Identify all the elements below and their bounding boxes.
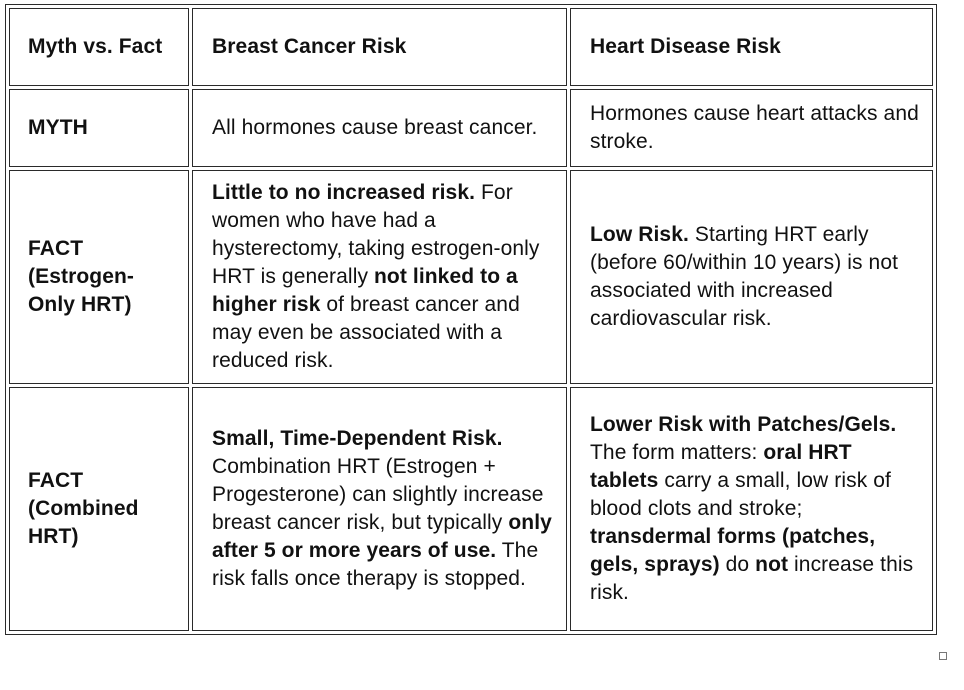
header-heart-disease-risk: Heart Disease Risk xyxy=(570,8,933,86)
bold-text: Low Risk. xyxy=(590,223,689,246)
table-resize-handle[interactable] xyxy=(939,652,947,660)
fact-combined-heart-cell xyxy=(570,387,933,631)
table-row-fact-combined xyxy=(9,387,933,631)
table-header-row xyxy=(9,8,933,86)
body-text: The form matters: xyxy=(590,441,764,464)
body-text: carry a small, low risk of blood clots and stroke; xyxy=(590,469,891,520)
bold-text: only after 5 or more years of use. xyxy=(212,511,552,562)
fact-estrogen-breast-cell xyxy=(192,170,567,384)
row-label-fact-word: FACT xyxy=(28,237,84,260)
row-label-fact-word: FACT xyxy=(28,469,84,492)
table-row-myth xyxy=(9,89,933,167)
row-label-fact-estrogen xyxy=(9,170,189,384)
myth-heart-cell: Hormones cause heart attacks and stroke. xyxy=(570,89,933,167)
bold-text: Little to no increased risk. xyxy=(212,181,476,204)
table-row-fact-estrogen xyxy=(9,170,933,384)
body-text: of breast cancer and may even be associated with a reduced risk. xyxy=(212,293,520,372)
bold-text: not xyxy=(755,553,789,576)
row-label-fact-qualifier: (Estrogen-Only HRT) xyxy=(28,265,134,316)
fact-estrogen-heart-cell xyxy=(570,170,933,384)
row-label-fact-qualifier: (Combined HRT) xyxy=(28,497,139,548)
header-myth-vs-fact: Myth vs. Fact xyxy=(9,8,189,86)
body-text: Combination HRT (Estrogen + Progesterone) can slightly increase breast cancer risk, but typically xyxy=(212,455,544,534)
body-text: The risk falls once therapy is stopped. xyxy=(212,539,539,590)
body-text: do xyxy=(719,553,756,576)
bold-text: Lower Risk with Patches/Gels. xyxy=(590,413,897,436)
bold-text: oral HRT tablets xyxy=(590,441,852,492)
myth-vs-fact-table xyxy=(5,4,937,635)
body-text: increase this risk. xyxy=(590,553,914,604)
body-text: Starting HRT early (before 60/within 10 years) is not associated with increased cardiovascular risk. xyxy=(590,223,899,330)
bold-text: Small, Time-Dependent Risk. xyxy=(212,427,503,450)
bold-text: not linked to a higher risk xyxy=(212,265,518,316)
bold-text: transdermal forms (patches, gels, sprays) xyxy=(590,525,876,576)
row-label-fact-combined xyxy=(9,387,189,631)
row-label-myth: MYTH xyxy=(9,89,189,167)
header-breast-cancer-risk: Breast Cancer Risk xyxy=(192,8,567,86)
body-text: For women who have had a hysterectomy, taking estrogen-only HRT is generally xyxy=(212,181,540,288)
fact-combined-breast-cell xyxy=(192,387,567,631)
myth-breast-cell: All hormones cause breast cancer. xyxy=(192,89,567,167)
